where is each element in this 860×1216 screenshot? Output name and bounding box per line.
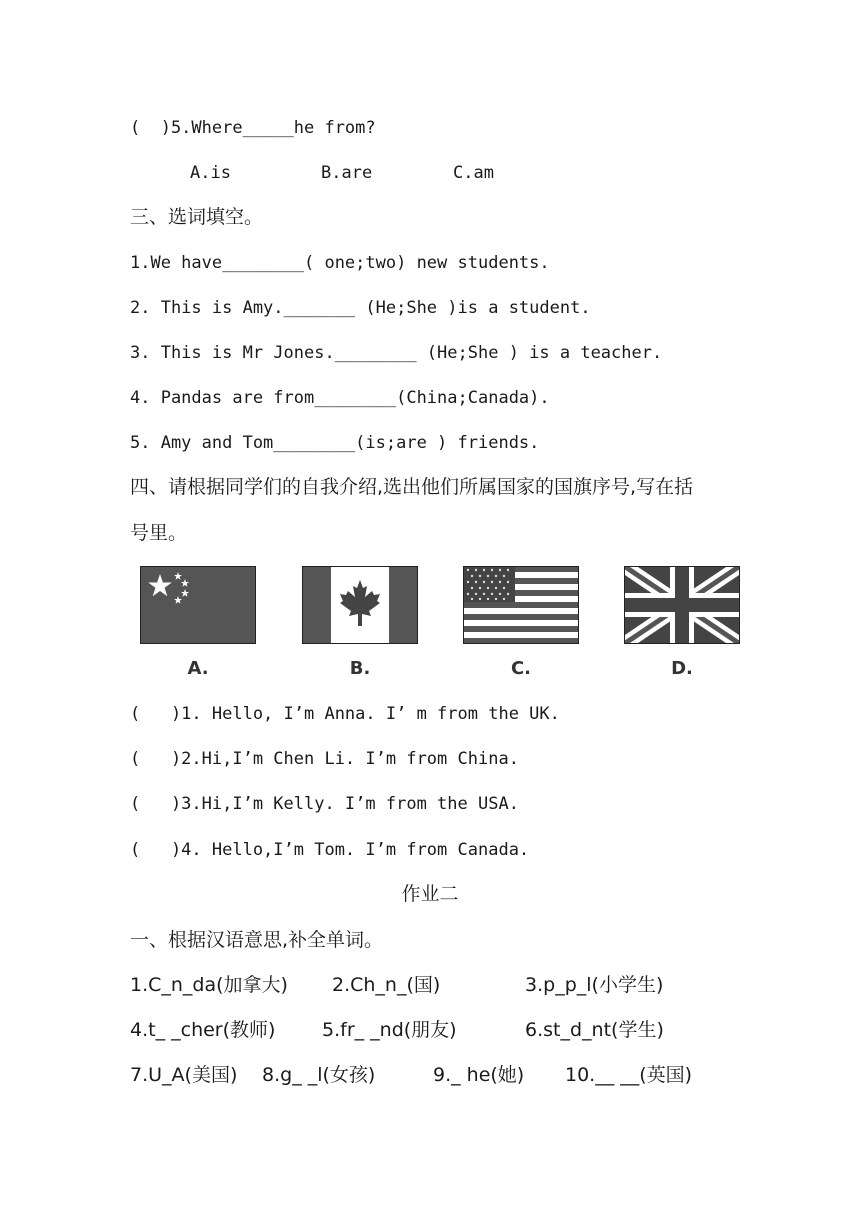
uk-flag-icon <box>624 566 740 644</box>
word-item-2: 2.Ch_n_(国) <box>332 974 441 996</box>
usa-flag-icon <box>463 566 579 644</box>
flag-label-c: C. <box>510 658 532 679</box>
section-4-title-line1: 四、请根据同学们的自我介绍,选出他们所属国家的国旗序号,写在括 <box>130 476 694 498</box>
option-c: C.am <box>453 163 494 183</box>
word-item-7: 7.U_A(美国) <box>130 1064 238 1086</box>
word-item-5: 5.fr_ _nd(朋友) <box>322 1019 457 1041</box>
homework-2-heading: 作业二 <box>401 883 459 905</box>
word-item-3: 3.p_p_l(小学生) <box>525 974 664 996</box>
word-item-4: 4.t_ _cher(教师) <box>130 1019 276 1041</box>
intro-item-4: ( )4. Hello,I’m Tom. I’m from Canada. <box>130 840 530 860</box>
flag-label-d: D. <box>671 658 693 679</box>
word-item-9: 9._ he(她) <box>433 1064 525 1086</box>
china-flag-icon <box>140 566 256 644</box>
option-b: B.are <box>321 163 373 183</box>
section-3-title: 三、选词填空。 <box>130 206 264 228</box>
fill-item-2: 2. This is Amy._______ (He;She )is a student. <box>130 298 591 318</box>
intro-item-1: ( )1. Hello, I’m Anna. I’ m from the UK. <box>130 704 560 724</box>
option-a: A.is <box>190 163 231 183</box>
canada-flag-icon <box>302 566 418 644</box>
word-item-10: 10.__ __(英国) <box>565 1064 693 1086</box>
fill-item-3: 3. This is Mr Jones.________ (He;She ) is a teacher. <box>130 343 663 363</box>
flag-label-b: B. <box>349 658 371 679</box>
word-item-8: 8.g_ _l(女孩) <box>262 1064 376 1086</box>
section-4-title-line2: 号里。 <box>130 522 188 544</box>
fill-item-5: 5. Amy and Tom________(is;are ) friends. <box>130 433 540 453</box>
intro-item-2: ( )2.Hi,I’m Chen Li. I’m from China. <box>130 749 519 769</box>
fill-item-4: 4. Pandas are from________(China;Canada). <box>130 388 550 408</box>
intro-item-3: ( )3.Hi,I’m Kelly. I’m from the USA. <box>130 794 519 814</box>
word-item-1: 1.C_n_da(加拿大) <box>130 974 288 996</box>
homework-2-section-1-title: 一、根据汉语意思,补全单词。 <box>130 929 384 951</box>
question-5: ( )5.Where_____he from? <box>130 118 376 138</box>
fill-item-1: 1.We have________( one;two) new students. <box>130 253 550 273</box>
word-item-6: 6.st_d_nt(学生) <box>525 1019 664 1041</box>
flag-label-a: A. <box>187 658 209 679</box>
